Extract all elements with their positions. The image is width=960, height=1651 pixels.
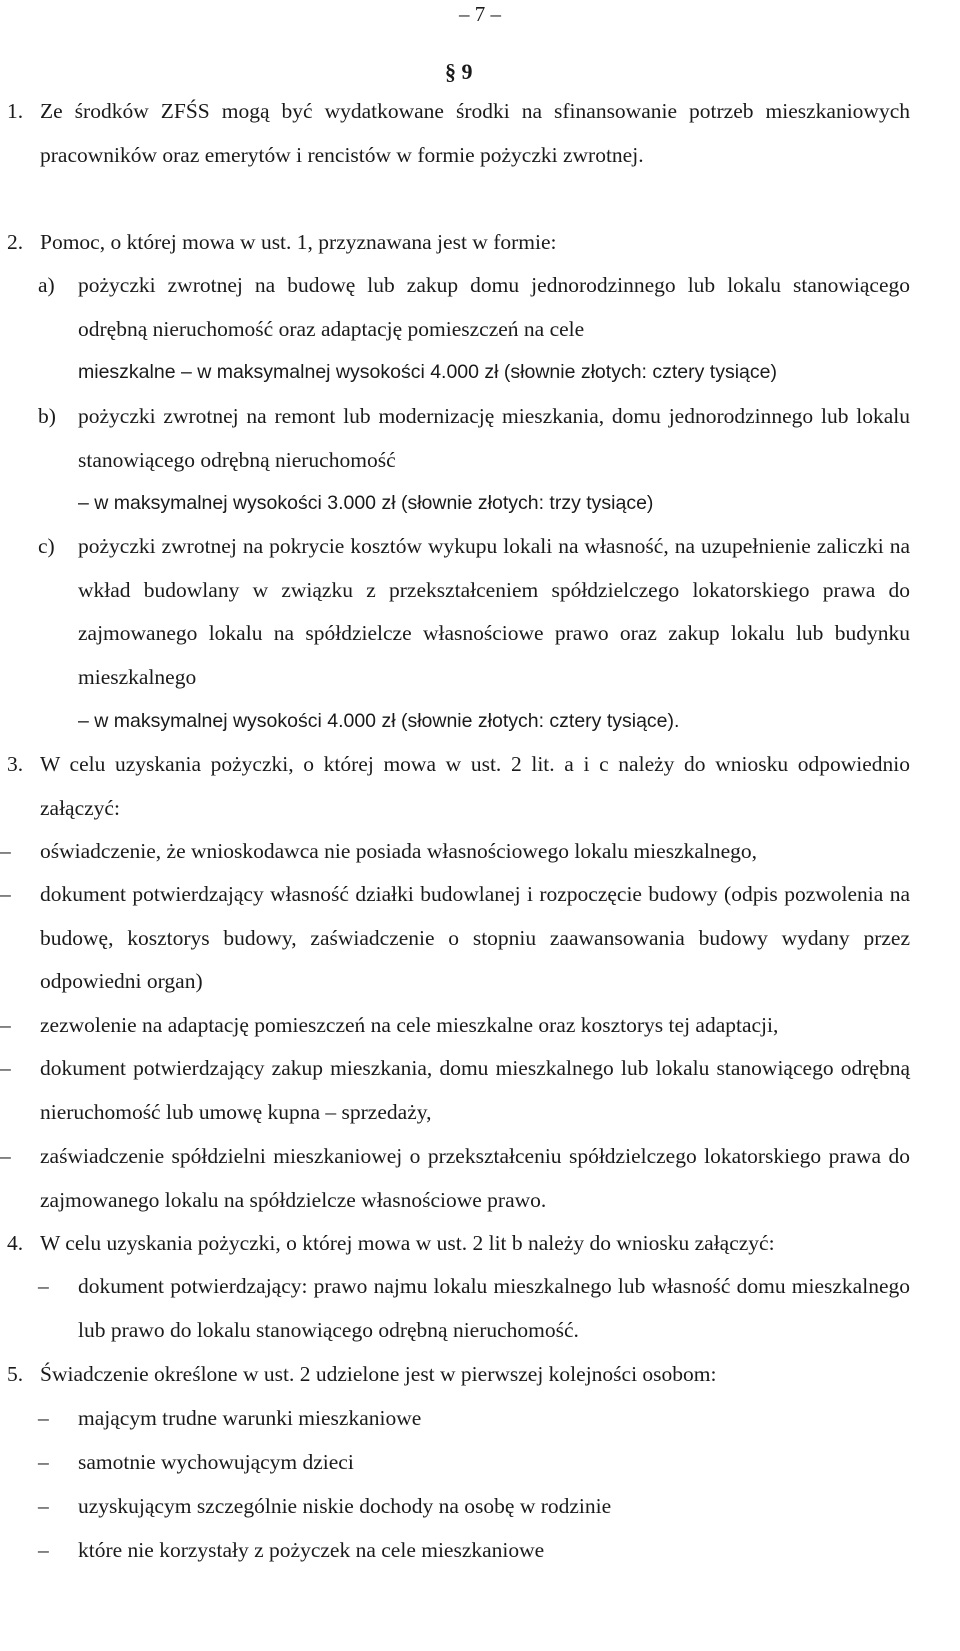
list-text: pożyczki zwrotnej na pokrycie kosztów wykupu lokali na własność, na uzupełnienie zaliczki na wkład budowlany w związku z przekształceniem spółdzielczego lokatorskiego prawa do zajmowanego lokalu na spółdzielcze własnościowe prawo oraz zakup lokalu lub budynku mieszkalnego [78,534,910,689]
dash-marker: – [0,1056,11,1080]
list-item [0,1047,910,1134]
list-item-c-amount [78,700,910,744]
paragraph-number: 5. [7,1362,24,1386]
list-item [38,1397,910,1441]
dash-marker: – [0,839,11,863]
list-text: oświadczenie, że wnioskodawca nie posiada własnościowego lokalu mieszkalnego, [40,839,758,863]
paragraph-number: 2. [7,230,24,254]
list-text: samotnie wychowującym dzieci [78,1450,354,1474]
list-item [0,830,910,874]
list-text: które nie korzystały z pożyczek na cele mieszkaniowe [78,1538,545,1562]
list-item [38,1441,910,1485]
list-text: uzyskującym szczególnie niskie dochody na osobę w rodzinie [78,1494,612,1518]
list-text: mającym trudne warunki mieszkaniowe [78,1406,422,1430]
list-item [38,1485,910,1529]
dash-marker: – [0,1144,11,1168]
list-text: – w maksymalnej wysokości 3.000 zł (słownie złotych: trzy tysiące) [78,492,654,514]
list-item [38,1529,910,1573]
paragraph-text: W celu uzyskania pożyczki, o której mowa w ust. 2 lit b należy do wniosku załączyć: [40,1231,775,1255]
list-text: – w maksymalnej wysokości 4.000 zł (słownie złotych: cztery tysiące). [78,710,680,732]
list-item-c [38,525,910,699]
list-label: a) [38,273,55,297]
dash-marker: – [38,1494,49,1518]
dash-marker: – [38,1406,49,1430]
list-label: b) [38,404,56,428]
paragraph-5 [7,1353,910,1397]
list-item [38,1265,910,1352]
paragraph-number: 3. [7,752,24,776]
paragraph-number: 4. [7,1231,24,1255]
dash-marker: – [38,1538,49,1562]
list-text: mieszkalne – w maksymalnej wysokości 4.000 zł (słownie złotych: cztery tysiące) [78,361,777,383]
list-item [0,1004,910,1048]
list-text: dokument potwierdzający: prawo najmu lokalu mieszkalnego lub własność domu mieszkalnego lub prawo do lokalu stanowiącego odrębną nieruchomość. [78,1274,910,1342]
dash-marker: – [0,1013,11,1037]
list-item-b-amount [78,482,910,526]
dash-marker: – [38,1450,49,1474]
paragraph-text: Świadczenie określone w ust. 2 udzielone jest w pierwszej kolejności osobom: [40,1362,717,1386]
section-heading: § 9 [445,59,473,84]
paragraph-2 [7,221,910,265]
list-text: pożyczki zwrotnej na remont lub modernizację mieszkania, domu jednorodzinnego lub lokalu stanowiącego odrębną nieruchomość [78,404,910,472]
list-text: dokument potwierdzający własność działki budowlanej i rozpoczęcie budowy (odpis pozwolenia na budowę, kosztorys budowy, zaświadczenie o stopniu zaawansowania budowy wydany przez odpowiedni organ) [40,882,910,994]
list-item-a-amount [78,351,910,395]
list-item-a [38,264,910,351]
list-text: dokument potwierdzający zakup mieszkania, domu mieszkalnego lub lokalu stanowiącego odrębną nieruchomość lub umowę kupna – sprzedaży, [40,1056,910,1124]
page-number: – 7 – [459,2,501,26]
list-text: zezwolenie na adaptację pomieszczeń na cele mieszkalne oraz kosztorys tej adaptacji, [40,1013,779,1037]
paragraph-4 [7,1222,910,1266]
list-item [0,873,910,1004]
paragraph-1 [7,90,910,177]
dash-marker: – [38,1274,49,1298]
paragraph-text: W celu uzyskania pożyczki, o której mowa w ust. 2 lit. a i c należy do wniosku odpowiednio załączyć: [40,752,910,820]
list-text: zaświadczenie spółdzielni mieszkaniowej o przekształceniu spółdzielczego lokatorskiego prawa do zajmowanego lokalu na spółdzielcze własnościowe prawo. [40,1144,910,1212]
paragraph-3 [7,743,910,830]
list-text: pożyczki zwrotnej na budowę lub zakup domu jednorodzinnego lub lokalu stanowiącego odrębną nieruchomość oraz adaptację pomieszczeń na cele [78,273,910,341]
paragraph-text: Ze środków ZFŚS mogą być wydatkowane środki na sfinansowanie potrzeb mieszkaniowych pracowników oraz emerytów i rencistów w formie pożyczki zwrotnej. [40,99,910,167]
paragraph-text: Pomoc, o której mowa w ust. 1, przyznawana jest w formie: [40,230,557,254]
paragraph-number: 1. [7,99,24,123]
dash-marker: – [0,882,11,906]
list-label: c) [38,534,55,558]
list-item [0,1135,910,1222]
list-item-b [38,395,910,482]
